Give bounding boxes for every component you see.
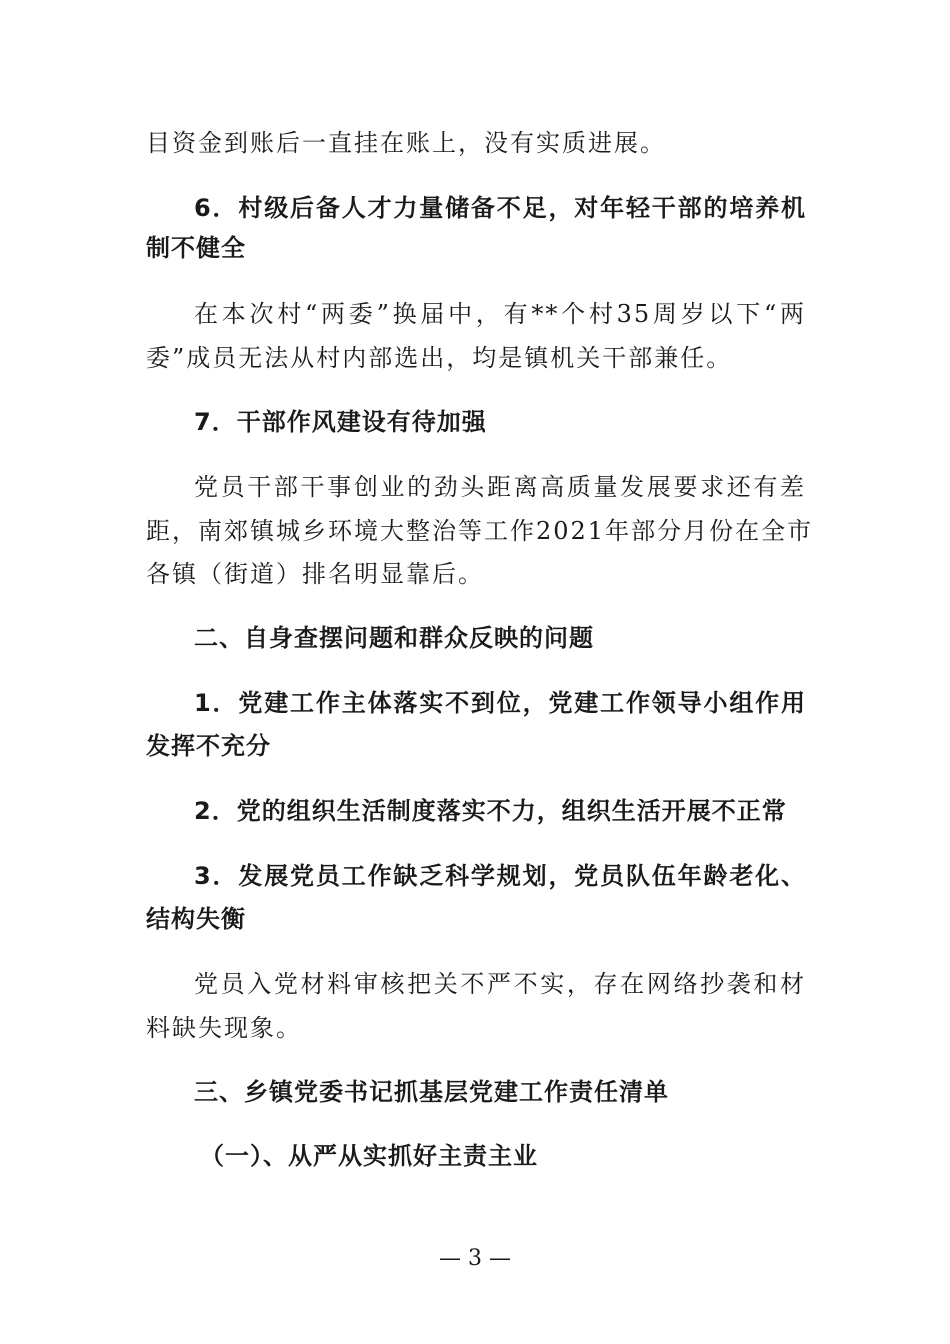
heading-item-1-line-2: 发挥不充分 [146,732,271,760]
heading-item-7: 7．干部作风建设有待加强 [194,408,487,436]
heading-item-6-line-1: 6．村级后备人才力量储备不足，对年轻干部的培养机 [194,194,806,222]
subsection-heading-1: （一）、从严从实抓好主责主业 [200,1142,538,1170]
heading-item-1-line-1: 1．党建工作主体落实不到位，党建工作领导小组作用 [194,689,806,717]
body-text-line: 党员干部干事创业的劲头距离高质量发展要求还有差 [194,473,806,501]
heading-item-3-line-2: 结构失衡 [146,905,246,933]
body-text-line: 各镇（街道）排名明显靠后。 [146,560,484,588]
heading-item-6-line-2: 制不健全 [146,234,246,262]
body-text-line: 党员入党材料审核把关不严不实，存在网络抄袭和材 [194,970,806,998]
body-text-line: 目资金到账后一直挂在账上，没有实质进展。 [146,129,666,157]
body-text-line: 距，南郊镇城乡环境大整治等工作2021年部分月份在全市 [146,517,814,545]
body-text-line: 料缺失现象。 [146,1014,302,1042]
section-heading-2: 二、自身查摆问题和群众反映的问题 [194,624,594,652]
body-text-line: 在本次村“两委”换届中，有**个村35周岁以下“两 [194,300,806,328]
heading-item-3-line-1: 3．发展党员工作缺乏科学规划，党员队伍年龄老化、 [194,862,806,890]
heading-item-2: 2．党的组织生活制度落实不力，组织生活开展不正常 [194,797,787,825]
section-heading-3: 三、乡镇党委书记抓基层党建工作责任清单 [194,1078,669,1106]
body-text-line: 委”成员无法从村内部选出，均是镇机关干部兼任。 [146,344,733,372]
page-number: — 3 — [439,1246,511,1271]
